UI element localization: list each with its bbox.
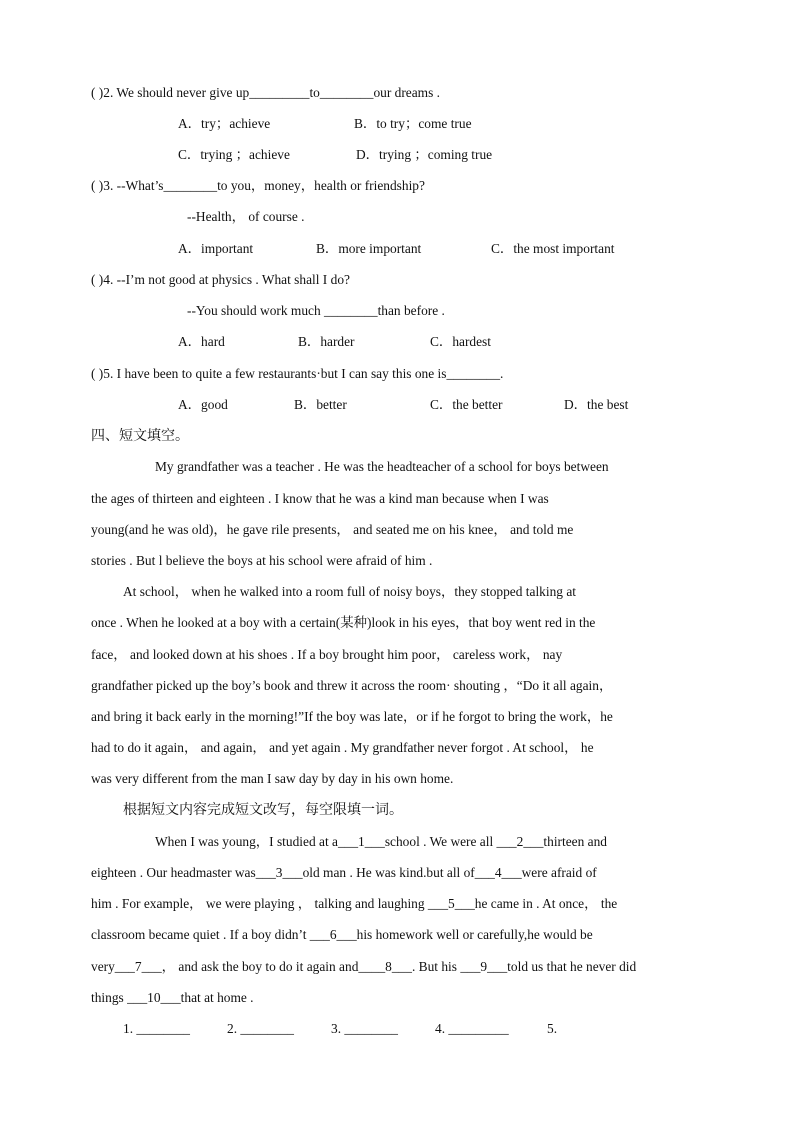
passage-line: grandfather picked up the boy’s book and threw it across the room· shouting ，“Do it all again， xyxy=(91,678,613,693)
question-2-stem: ( )2. We should never give up_________to________our dreams . xyxy=(91,85,441,100)
section-heading: 四、短文填空。 xyxy=(91,428,189,444)
rewrite-instruction: 根据短文内容完成短文改写，每空限填一词。 xyxy=(123,802,403,818)
question-5-option-d: D．the best xyxy=(564,397,629,412)
answer-slot-2: 2. ________ xyxy=(227,1021,294,1036)
question-3-stem: ( )3. --What’s________to you，money，health or friendship? xyxy=(91,178,425,193)
rewrite-line: When I was young，I studied at a___1___school . We were all ___2___thirteen and xyxy=(155,834,607,849)
question-2-option-b: B．to try；come true xyxy=(354,116,472,131)
question-4-option-a: A．hard xyxy=(178,334,225,349)
question-2-option-a: A．try；achieve xyxy=(178,116,271,131)
question-2-option-d: D．trying ；coming true xyxy=(356,147,493,162)
passage-line: young(and he was old)，he gave rile presents， and seated me on his knee， and told me xyxy=(91,522,574,537)
question-5-stem: ( )5. I have been to quite a few restaurants·but I can say this one is________. xyxy=(91,366,504,381)
question-4-stem: ( )4. --I’m not good at physics . What shall I do? xyxy=(91,272,350,287)
question-4-option-b: B．harder xyxy=(298,334,355,349)
rewrite-line: him . For example， we were playing ， talking and laughing ___5___he came in . At once， the xyxy=(91,896,618,911)
answer-slot-5: 5. xyxy=(547,1021,558,1036)
passage-line: had to do it again， and again， and yet again . My grandfather never forgot . At school， he xyxy=(91,740,594,755)
answer-slot-4: 4. _________ xyxy=(435,1021,509,1036)
rewrite-line: very___7___， and ask the boy to do it again and____8___. But his ___9___told us that he never did xyxy=(91,959,637,974)
rewrite-line: classroom became quiet . If a boy didn’t ___6___his homework well or carefully,he would be xyxy=(91,927,593,942)
question-3-option-c: C．the most important xyxy=(491,241,615,256)
question-4-option-c: C．hardest xyxy=(430,334,491,349)
answer-slot-3: 3. ________ xyxy=(331,1021,398,1036)
question-3-option-b: B．more important xyxy=(316,241,422,256)
passage-line: and bring it back early in the morning!”If the boy was late，or if he forgot to bring the work，he xyxy=(91,709,613,724)
passage-line: At school， when he walked into a room full of noisy boys，they stopped talking at xyxy=(123,584,576,599)
question-3-option-a: A．important xyxy=(178,241,254,256)
rewrite-line: things ___10___that at home . xyxy=(91,990,254,1005)
passage-line: My grandfather was a teacher . He was the headteacher of a school for boys between xyxy=(155,459,609,474)
question-4-reply: --You should work much ________than before . xyxy=(187,303,445,318)
passage-line: the ages of thirteen and eighteen . I know that he was a kind man because when I was xyxy=(91,491,549,506)
question-3-reply: --Health， of course . xyxy=(187,209,305,224)
question-5-option-c: C．the better xyxy=(430,397,503,412)
question-2-option-c: C．trying ；achieve xyxy=(178,147,290,162)
answer-slot-1: 1. ________ xyxy=(123,1021,190,1036)
passage-line: once . When he looked at a boy with a certain(某种)look in his eyes，that boy went red in the xyxy=(91,615,596,630)
rewrite-line: eighteen . Our headmaster was___3___old man . He was kind.but all of___4___were afraid of xyxy=(91,865,597,880)
passage-line: was very different from the man I saw day by day in his own home. xyxy=(91,771,454,786)
passage-line: face， and looked down at his shoes . If a boy brought him poor， careless work， nay xyxy=(91,647,563,662)
passage-line: stories . But l believe the boys at his school were afraid of him . xyxy=(91,553,433,568)
question-5-option-b: B．better xyxy=(294,397,347,412)
question-5-option-a: A．good xyxy=(178,397,228,412)
